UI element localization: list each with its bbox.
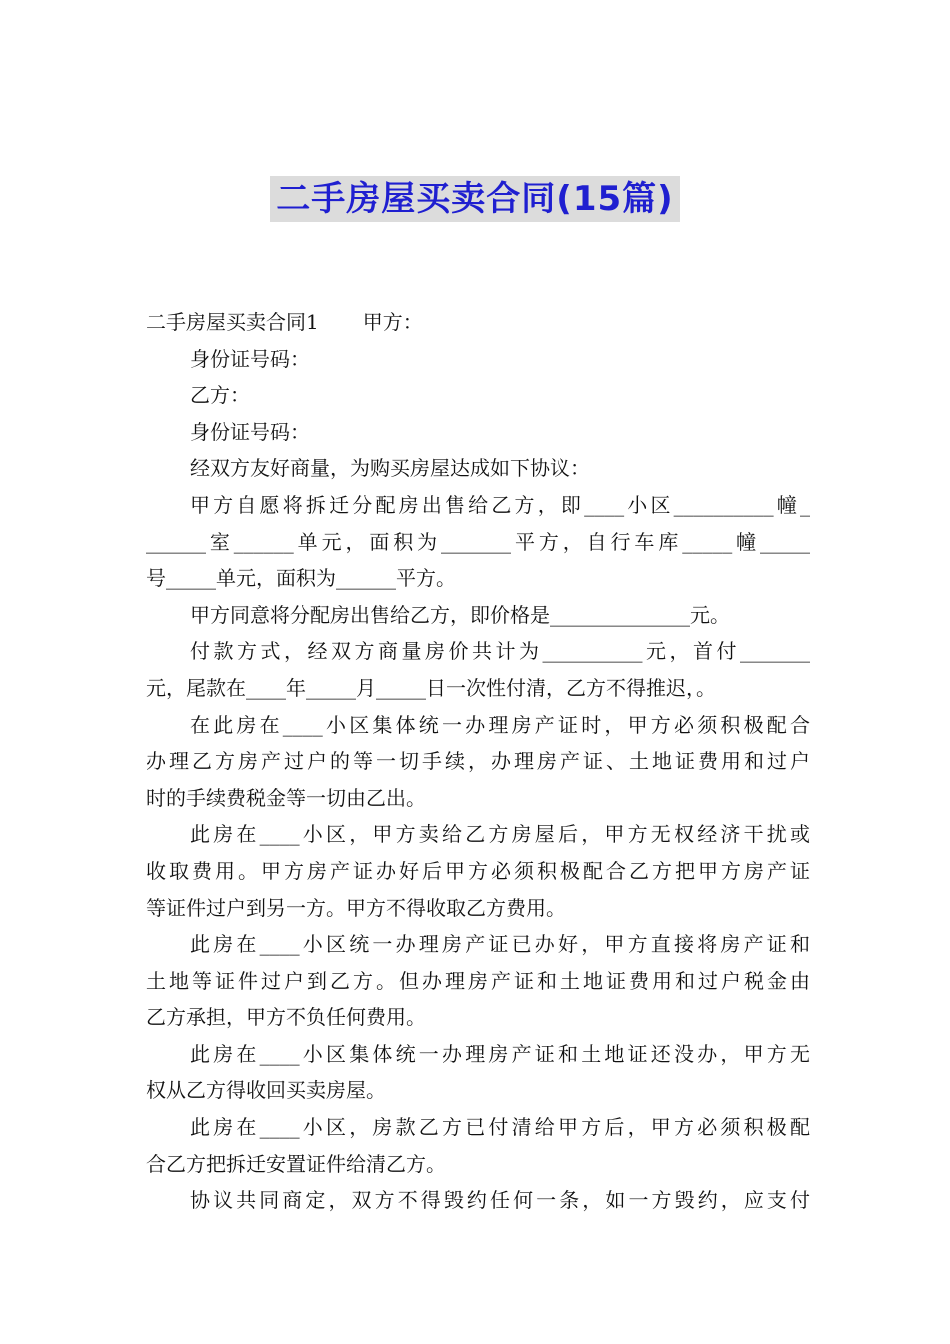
contract-line: 办理乙方房产过户的等一切手续，办理房产证、土地证费用和过户	[146, 749, 810, 774]
contract-line: 经双方友好商量，为购买房屋达成如下协议：	[190, 456, 590, 481]
title-area	[0, 176, 950, 222]
contract-line: 收取费用。甲方房产证办好后甲方必须积极配合乙方把甲方房产证	[146, 858, 810, 883]
contract-line: 甲方自愿将拆迁分配房出售给乙方，即____小区__________幢_	[190, 492, 810, 517]
contract-line: 在此房在____小区集体统一办理房产证时，甲方必须积极配合	[190, 712, 810, 737]
contract-line: ______室______单元，面积为_______平方，自行车库_____幢_____	[146, 529, 810, 554]
contract-line: 身份证号码：	[190, 346, 310, 371]
contract-line: 此房在____小区统一办理房产证已办好，甲方直接将房产证和	[190, 932, 810, 957]
contract-line: 权从乙方得收回买卖房屋。	[146, 1078, 386, 1103]
contract-line: 等证件过户到另一方。甲方不得收取乙方费用。	[146, 895, 566, 920]
party-a-label: 甲方：	[362, 310, 423, 334]
contract-line: 身份证号码：	[190, 419, 310, 444]
section-heading: 二手房屋买卖合同1	[146, 310, 319, 334]
contract-line: 此房在____小区，甲方卖给乙方房屋后，甲方无权经济干扰或	[190, 822, 810, 847]
contract-line: 元，尾款在____年_____月_____日一次性付清，乙方不得推迟，。	[146, 675, 716, 700]
contract-line: 付款方式，经双方商量房价共计为__________元，首付_______	[190, 639, 810, 664]
contract-lines	[146, 341, 810, 1219]
contract-line: 号_____单元，面积为______平方。	[146, 566, 456, 591]
contract-line: 此房在____小区，房款乙方已付清给甲方后，甲方必须积极配	[190, 1115, 810, 1140]
contract-line: 乙方：	[190, 383, 250, 408]
contract-line: 合乙方把拆迁安置证件给清乙方。	[146, 1151, 446, 1176]
contract-line: 土地等证件过户到乙方。但办理房产证和土地证费用和过户税金由	[146, 968, 810, 993]
contract-line: 甲方同意将分配房出售给乙方，即价格是______________元。	[190, 602, 730, 627]
contract-line: 时的手续费税金等一切由乙出。	[146, 785, 426, 810]
contract-line: 协议共同商定，双方不得毁约任何一条，如一方毁约，应支付	[190, 1188, 810, 1213]
contract-line: 此房在____小区集体统一办理房产证和土地证还没办，甲方无	[190, 1041, 810, 1066]
section-heading-line	[146, 304, 810, 341]
contract-line: 乙方承担，甲方不负任何费用。	[146, 1005, 426, 1030]
document-title: 二手房屋买卖合同(15篇)	[270, 176, 679, 222]
document-body	[146, 304, 810, 1219]
